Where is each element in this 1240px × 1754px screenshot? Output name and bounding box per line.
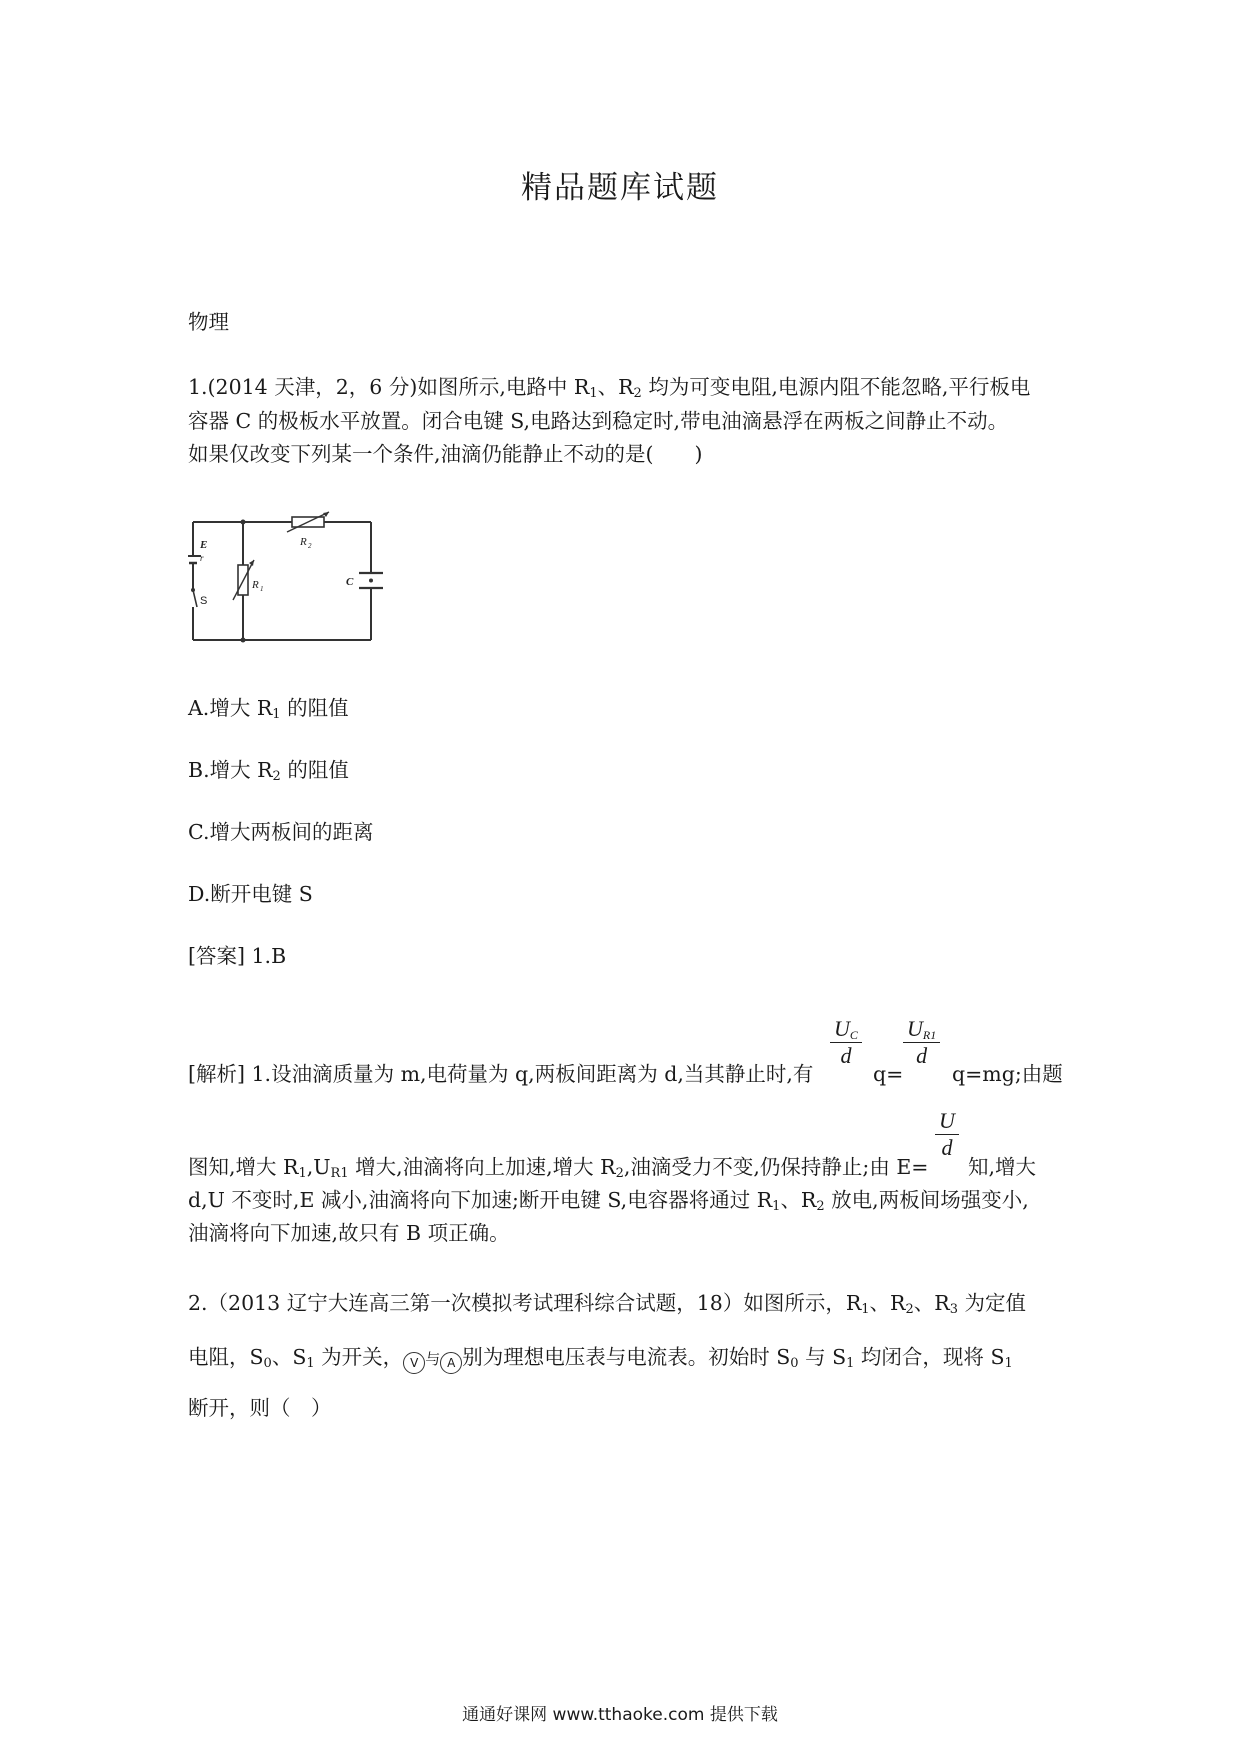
page-title: 精品题库试题: [521, 170, 719, 206]
label-r2: R: [300, 536, 307, 548]
q2-line-1: [188, 1286, 1058, 1320]
analysis-text: 放电,两板间场强变小,: [824, 1188, 1029, 1212]
analysis-text: 、R: [780, 1188, 817, 1212]
q1-sub: 1: [589, 386, 598, 401]
analysis-line-2: [188, 1150, 1058, 1184]
label-s: S: [200, 595, 208, 607]
q2-text: 与 S: [798, 1345, 847, 1369]
q2-text: 、R: [869, 1291, 906, 1315]
q1-line-1-b: 、R: [597, 375, 634, 399]
option-b: [188, 753, 1058, 787]
q1-line-3: 如果仅改变下列某一个条件,油滴仍能静止不动的是( ): [188, 442, 703, 466]
label-r1: R: [252, 579, 259, 591]
frac-num: U: [935, 1108, 959, 1135]
q1-answer: [答案] 1.B: [188, 944, 287, 968]
q-equals: q=: [873, 1062, 904, 1086]
sub: 2: [615, 1166, 624, 1181]
option-a-sub: 1: [272, 707, 281, 722]
sub: 1: [306, 1356, 315, 1371]
q2-text: 电阻，S: [188, 1345, 264, 1369]
voltmeter-icon: V: [403, 1352, 425, 1374]
frac-num-sub: R1: [922, 1028, 937, 1042]
option-c: C.增大两板间的距离: [188, 820, 374, 844]
sub: 0: [263, 1356, 272, 1371]
q1-line-2: 容器 C 的极板水平放置。闭合电键 S,电路达到稳定时,带电油滴悬浮在两板之间静止不动。: [188, 409, 1009, 433]
label-c: C: [346, 576, 354, 588]
q2-line-2: [188, 1340, 1058, 1376]
footer-text: 通通好课网 www.tthaoke.com 提供下载: [462, 1705, 778, 1725]
q1-sub: 2: [633, 386, 642, 401]
meter-join: 与: [425, 1350, 441, 1368]
option-d: D.断开电键 S: [188, 882, 313, 906]
fraction-uc-over-d: [830, 1016, 862, 1069]
option-a: [188, 691, 1058, 725]
q2-text: 、R: [913, 1291, 950, 1315]
sub: 1: [861, 1302, 870, 1317]
sub: R1: [330, 1166, 349, 1181]
switch-pivot: [191, 588, 195, 592]
sub: 1: [846, 1356, 855, 1371]
frac-den: d: [916, 1043, 928, 1068]
fraction-u-over-d: [935, 1108, 959, 1161]
frac-den: d: [840, 1043, 852, 1068]
q2-text: 为开关，: [314, 1345, 404, 1369]
sub: 1: [298, 1166, 307, 1181]
analysis-text: ,油滴受力不变,仍保持静止;由 E=: [623, 1155, 929, 1179]
label-r2-sub: 2: [308, 542, 312, 550]
q2-line-3: 断开，则（ ）: [188, 1396, 332, 1420]
q2-text: 为定值: [957, 1291, 1027, 1315]
sub: 1: [772, 1199, 781, 1214]
q1-line-1-a: 1.(2014 天津，2，6 分)如图所示,电路中 R: [188, 375, 590, 399]
switch-blade: [193, 590, 197, 607]
fraction-ur1-over-d: [903, 1016, 940, 1069]
option-b-rest: 的阻值: [280, 758, 349, 782]
label-e: E: [200, 539, 208, 551]
oil-drop: [369, 579, 373, 583]
q2-text: 别为理想电压表与电流表。初始时 S: [462, 1345, 791, 1369]
analysis-text: 图知,增大 R: [188, 1155, 299, 1179]
analysis-line-2-end: 知,增大: [968, 1155, 1037, 1179]
option-b-sub: 2: [272, 769, 281, 784]
junction-dot: [241, 520, 246, 525]
ammeter-icon: A: [440, 1352, 462, 1374]
frac-num: U: [907, 1016, 923, 1041]
q2-text: 2.（2013 辽宁大连高三第一次模拟考试理科综合试题，18）如图所示，R: [188, 1291, 862, 1315]
sub: 0: [790, 1356, 799, 1371]
subject-label: 物理: [188, 310, 229, 334]
analysis-part-1: [解析] 1.设油滴质量为 m,电荷量为 q,两板间距离为 d,当其静止时,有: [188, 1062, 814, 1086]
analysis-text: ,U: [306, 1155, 331, 1179]
analysis-text: d,U 不变时,E 减小,油滴将向下加速;断开电键 S,电容器将通过 R: [188, 1188, 773, 1212]
circuit-diagram: [188, 510, 388, 652]
q2-text: 、S: [271, 1345, 307, 1369]
sub: 2: [905, 1302, 914, 1317]
q-mg: q=mg;由题: [952, 1062, 1063, 1086]
analysis-text: 增大,油滴将向上加速,增大 R: [348, 1155, 616, 1179]
frac-den: d: [941, 1135, 953, 1160]
analysis-line-4: 油滴将向下加速,故只有 B 项正确。: [188, 1221, 510, 1245]
sub: 1: [1004, 1356, 1013, 1371]
label-r: r: [200, 553, 204, 563]
frac-num: U: [834, 1016, 850, 1041]
option-a-rest: 的阻值: [280, 696, 349, 720]
analysis-line-3: [188, 1183, 1058, 1217]
label-r1-sub: 1: [260, 585, 264, 593]
q1-line-1-c: 均为可变电阻,电源内阻不能忽略,平行板电: [641, 375, 1031, 399]
q1-line-1: [188, 370, 1058, 404]
sub: 3: [949, 1302, 958, 1317]
sub: 2: [816, 1199, 825, 1214]
junction-dot: [241, 638, 246, 643]
option-b-text: B.增大 R: [188, 758, 273, 782]
frac-num-sub: C: [849, 1028, 858, 1042]
option-a-text: A.增大 R: [188, 696, 273, 720]
q2-text: 均闭合，现将 S: [854, 1345, 1005, 1369]
